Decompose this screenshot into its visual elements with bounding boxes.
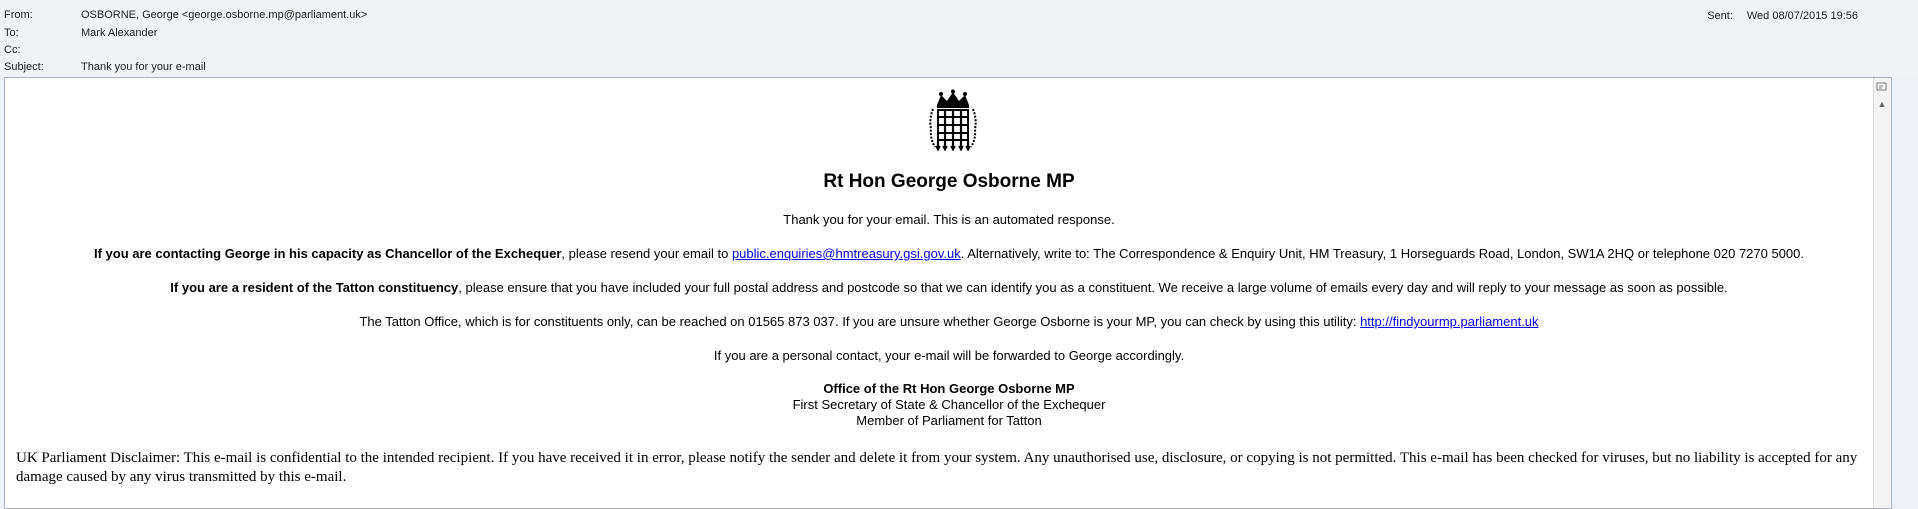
to-label: To:: [4, 27, 19, 39]
sender-title: Rt Hon George Osborne MP: [823, 171, 1075, 192]
portcullis-icon: [927, 89, 979, 151]
parliament-disclaimer: UK Parliament Disclaimer: This e-mail is confidential to the intended recipient. If you have received it in error, please notify the sender and delete it from your system. Any unauthorised use, disclosure, or copying is not permitted. This e-mail has been checked for viruses, but no liability is accepted for any damage caused by any virus transmitted by this e-mail.: [16, 450, 1858, 485]
para-tatton-bold: If you are a resident of the Tatton constituency: [170, 280, 459, 295]
para-personal: If you are a personal contact, your e-mail will be forwarded to George accordingly.: [713, 348, 1185, 363]
para-chancellor-bold: If you are contacting George in his capacity as Chancellor of the Exchequer: [93, 246, 562, 261]
para-tatton: [5, 280, 1893, 296]
para-auto-response: Thank you for your email. This is an automated response.: [783, 212, 1115, 227]
para-office-text: The Tatton Office, which is for constituents only, can be reached on 01565 873 037. If you are unsure whether George Osborne is your MP, you can check by using this utility:: [359, 314, 1361, 329]
message-body: [4, 77, 1892, 509]
para-chancellor: [5, 246, 1893, 262]
from-label: From:: [4, 9, 33, 21]
subject-value: Thank you for your e-mail: [81, 61, 206, 73]
sent-value: Wed 08/07/2015 19:56: [1746, 10, 1858, 22]
sent-label: Sent:: [1707, 10, 1733, 22]
findyourmp-link[interactable]: http://findyourmp.parliament.uk: [1360, 314, 1539, 329]
to-value[interactable]: Mark Alexander: [81, 27, 158, 39]
message-header: [0, 0, 1918, 77]
treasury-email-link[interactable]: public.enquiries@hmtreasury.gsi.gov.uk: [731, 246, 961, 261]
signature-office: Office of the Rt Hon George Osborne MP: [823, 381, 1075, 396]
vertical-scrollbar[interactable]: [1873, 78, 1891, 508]
signature-constituency: Member of Parliament for Tatton: [856, 413, 1042, 428]
scroll-up-icon[interactable]: ▲: [1877, 99, 1887, 109]
from-value[interactable]: OSBORNE, George <george.osborne.mp@parliament.uk>: [81, 9, 368, 21]
subject-label: Subject:: [4, 61, 44, 73]
para-chancellor-text1: , please resend your email to: [561, 246, 732, 261]
signature-role: First Secretary of State & Chancellor of the Exchequer: [792, 397, 1106, 412]
para-chancellor-text2: . Alternatively, write to: The Correspondence & Enquiry Unit, HM Treasury, 1 Horseguards Road, London, SW1A 2HQ or telephone 020 7270 5000.: [960, 246, 1805, 261]
message-options-icon[interactable]: [1876, 81, 1888, 93]
para-tatton-text: , please ensure that you have included your full postal address and postcode so that we can identify you as a constituent. We receive a large volume of emails every day and will reply to your message as soon as possible.: [458, 280, 1728, 295]
sent-row: [1707, 8, 1858, 24]
cc-label: Cc:: [4, 44, 21, 56]
para-office: [5, 314, 1893, 330]
